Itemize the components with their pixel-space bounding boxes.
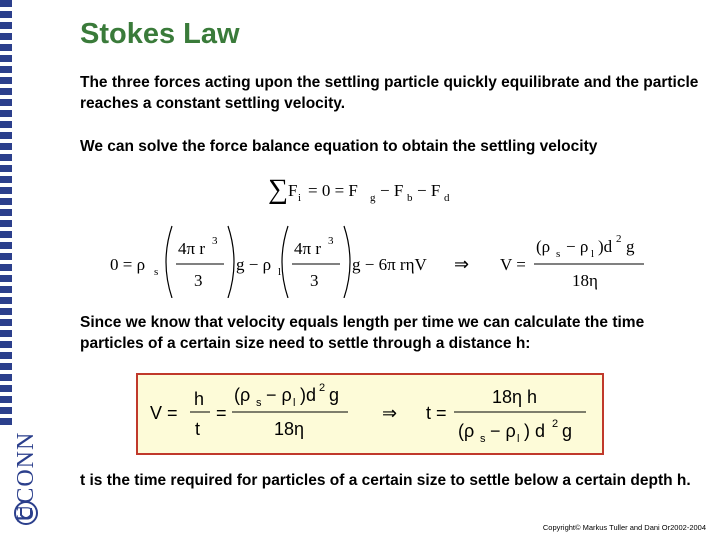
svg-text:g: g (370, 192, 376, 204)
svg-text:)d: )d (300, 385, 317, 405)
copyright-notice: Copyright© Markus Tuller and Dani Or2002-2004 (542, 523, 706, 532)
paragraph-forces: The three forces acting upon the settling particle quickly equilibrate and the particle reaches a constant settling velocity. (80, 74, 699, 112)
svg-text:)d: )d (598, 237, 613, 256)
svg-text:− F: − F (380, 181, 404, 200)
svg-text:18η: 18η (274, 419, 305, 439)
svg-text:b: b (407, 192, 413, 204)
svg-text:F: F (288, 181, 298, 200)
svg-text:∑: ∑ (268, 174, 288, 205)
svg-text:g − ρ: g − ρ (236, 255, 272, 274)
svg-text:g: g (626, 237, 635, 256)
svg-text:− ρ: − ρ (566, 237, 589, 256)
svg-text:s: s (154, 266, 159, 278)
svg-text:⇒: ⇒ (382, 403, 398, 423)
svg-text:− F: − F (417, 181, 441, 200)
svg-text:3: 3 (328, 235, 334, 247)
svg-text:s: s (556, 248, 561, 260)
svg-text:s: s (256, 397, 262, 409)
svg-text:(ρ: (ρ (234, 385, 251, 405)
svg-text:d: d (444, 192, 450, 204)
slide-title: Stokes Law (80, 18, 240, 50)
svg-text:= 0 = F: = 0 = F (308, 181, 358, 200)
equation-settling-velocity (108, 212, 668, 298)
svg-text:2: 2 (616, 233, 622, 245)
uconn-logo (12, 410, 40, 526)
svg-text:− ρ: − ρ (490, 421, 516, 441)
svg-text:18η: 18η (572, 271, 598, 290)
svg-text:4π r: 4π r (178, 239, 205, 258)
svg-text:l: l (293, 397, 296, 409)
svg-text:t =: t = (426, 403, 447, 423)
svg-text:3: 3 (212, 235, 218, 247)
svg-text:3: 3 (310, 271, 319, 290)
equation-settling-time (138, 375, 602, 453)
svg-text:l: l (278, 266, 282, 278)
svg-text:h: h (194, 389, 205, 409)
svg-text:(ρ: (ρ (536, 237, 551, 256)
svg-text:l: l (591, 248, 595, 260)
svg-text:t: t (195, 419, 201, 439)
paragraph-force-balance: We can solve the force balance equation to obtain the settling velocity (80, 138, 598, 155)
svg-text:(ρ: (ρ (458, 421, 475, 441)
svg-text:4π r: 4π r (294, 239, 321, 258)
svg-text:− ρ: − ρ (266, 385, 292, 405)
paragraph-time-definition: t is the time required for particles of a certain size to settle below a certain depth h. (80, 472, 691, 489)
svg-text:g: g (562, 421, 573, 441)
svg-text:18η h: 18η h (492, 387, 538, 407)
decorative-side-strip (0, 0, 12, 540)
svg-text:i: i (298, 192, 302, 204)
equation-force-sum (268, 172, 468, 206)
svg-text:g − 6π rηV: g − 6π rηV (352, 255, 427, 274)
settling-time-box (136, 373, 604, 455)
paragraph-time-intro: Since we know that velocity equals length per time we can calculate the time particles of a certain size need to settle through a distance h: (80, 314, 645, 352)
svg-text:2: 2 (552, 418, 559, 430)
svg-text:V =: V = (150, 403, 178, 423)
svg-text:=: = (216, 403, 227, 423)
svg-text:s: s (480, 433, 486, 445)
svg-text:0 = ρ: 0 = ρ (110, 255, 146, 274)
svg-text:2: 2 (319, 382, 326, 394)
svg-text:V =: V = (500, 255, 526, 274)
svg-text:g: g (329, 385, 340, 405)
svg-text:l: l (517, 433, 520, 445)
svg-text:3: 3 (194, 271, 203, 290)
svg-text:⇒: ⇒ (454, 254, 470, 274)
svg-text:) d: ) d (524, 421, 546, 441)
logo-wordmark: UCONN (13, 431, 39, 522)
